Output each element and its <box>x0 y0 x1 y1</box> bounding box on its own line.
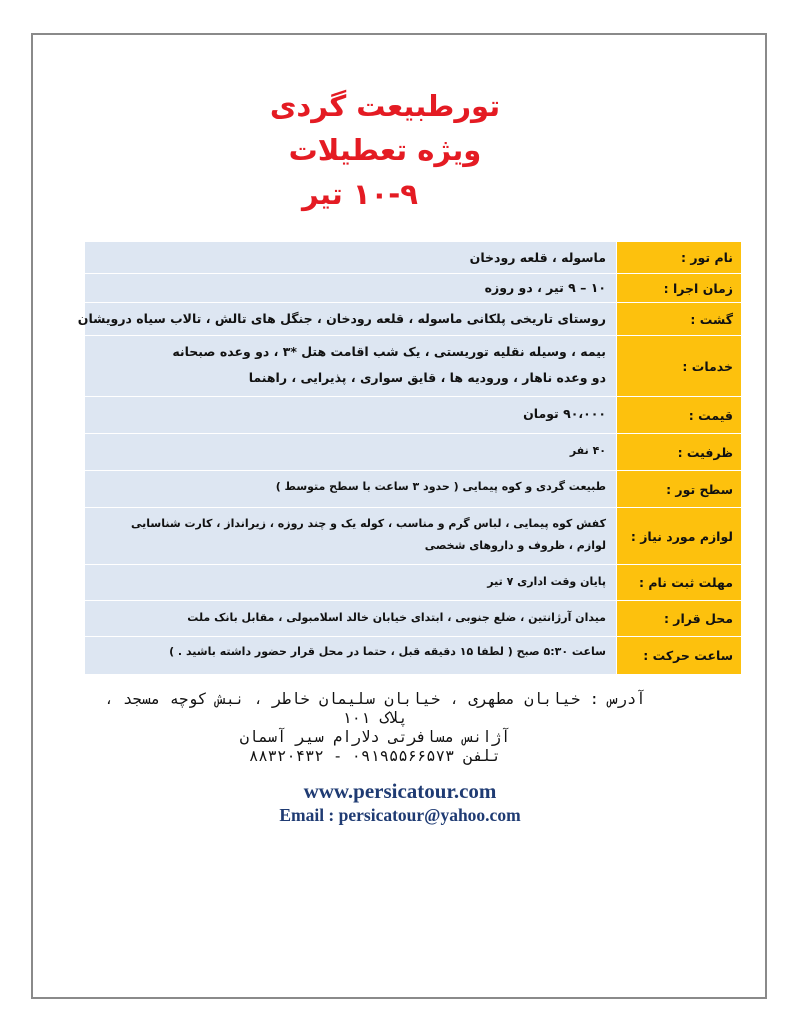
value-run-time: ۱۰ – ۹ تیر ، دو روزه <box>85 274 617 303</box>
value-tour: روستای تاریخی پلکانی ماسوله ، قلعه رودخان ، جنگل های تالش ، تالاب سیاه درویشان <box>85 303 617 336</box>
email-link[interactable]: Email : persicatour@yahoo.com <box>279 805 521 825</box>
label-price: قیمت : <box>617 397 742 434</box>
agency-name: آژانس مسافرتی دلارام سیر آسمان <box>239 728 511 746</box>
row-tour <box>85 303 742 336</box>
row-equipment <box>85 508 742 565</box>
label-registration-deadline: مهلت ثبت نام : <box>617 565 742 601</box>
label-services: خدمات : <box>617 336 742 397</box>
row-capacity <box>85 434 742 471</box>
row-services <box>85 336 742 397</box>
tour-info-table <box>77 241 742 675</box>
title-line-3: ۱۰-۹ تیر <box>301 177 418 211</box>
row-departure-time <box>85 637 742 675</box>
row-tour-level <box>85 471 742 508</box>
label-run-time: زمان اجرا : <box>617 274 742 303</box>
value-departure-time: ساعت ۵:۳۰ صبح ( لطفا ۱۵ دقیقه قبل ، حتما در محل قرار حضور داشته باشید . ) <box>85 637 617 675</box>
contact-links <box>0 778 800 826</box>
website-link[interactable]: www.persicatour.com <box>303 779 497 803</box>
label-equipment: لوازم مورد نیاز : <box>617 508 742 565</box>
row-tour-name <box>85 242 742 274</box>
value-tour-level: طبیعت گردی و کوه پیمایی ( حدود ۳ ساعت با سطح متوسط ) <box>85 471 617 508</box>
value-tour-name: ماسوله ، قلعه رودخان <box>85 242 617 274</box>
label-tour-level: سطح تور : <box>617 471 742 508</box>
label-departure-time: ساعت حرکت : <box>617 637 742 675</box>
label-tour: گشت : <box>617 303 742 336</box>
title-line-1: تورطبیعت گردی <box>269 89 501 123</box>
label-meeting-place: محل قرار : <box>617 601 742 637</box>
label-capacity: ظرفیت : <box>617 434 742 471</box>
value-meeting-place: میدان آرژانتین ، ضلع جنوبی ، ابتدای خیابان خالد اسلامبولی ، مقابل بانک ملت <box>85 601 617 637</box>
value-services: بیمه ، وسیله نقلیه توریستی ، یک شب اقامت هتل *۳ ، دو وعده صبحانه دو وعده ناهار ، ورودیه ها ، قایق سواری ، پذیرایی ، راهنما <box>85 336 617 397</box>
value-equipment: کفش کوه پیمایی ، لباس گرم و مناسب ، کوله یک و چند روزه ، زیرانداز ، کارت شناسایی لوازم ، ظروف و داروهای شخصی <box>85 508 617 565</box>
address-line-1: آدرس : خیابان مطهری ، خیابان سلیمان خاطر ، نبش کوچه مسجد ، <box>104 690 646 708</box>
row-meeting-place <box>85 601 742 637</box>
label-tour-name: نام تور : <box>617 242 742 274</box>
value-capacity: ۴۰ نفر <box>85 434 617 471</box>
tour-title <box>250 84 550 216</box>
agency-address <box>50 690 700 766</box>
address-line-2: پلاک ۱۰۱ <box>342 709 408 727</box>
title-line-2: ویژه تعطیلات <box>288 133 482 167</box>
row-price <box>85 397 742 434</box>
value-price: ۹۰،۰۰۰ تومان <box>85 397 617 434</box>
row-registration-deadline <box>85 565 742 601</box>
row-run-time <box>85 274 742 303</box>
agency-phone: تلفن ۰۹۱۹۵۵۶۶۵۷۳ - ۸۸۳۲۰۴۳۲ <box>249 747 501 765</box>
value-registration-deadline: پایان وقت اداری ۷ تیر <box>85 565 617 601</box>
